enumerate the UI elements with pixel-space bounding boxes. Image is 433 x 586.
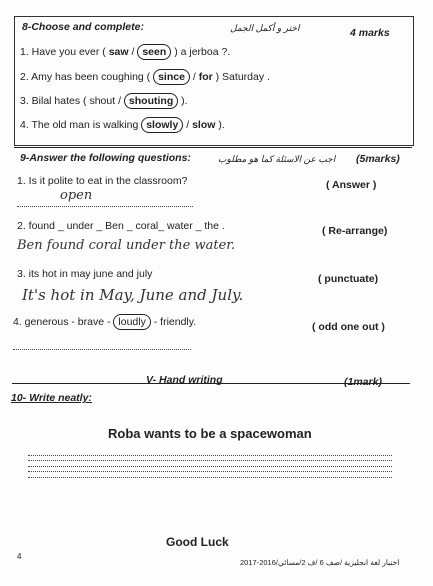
- section-8-marks: 4 marks: [350, 27, 390, 39]
- option-saw: saw: [108, 46, 129, 58]
- question-9-1-type: ( Answer ): [326, 179, 377, 191]
- question-9-1: 1. Is it polite to eat in the classroom?: [17, 175, 188, 187]
- question-9-2: 2. found _ under _ Ben _ coral_ water _ the .: [17, 220, 225, 232]
- good-luck: Good Luck: [166, 535, 229, 549]
- answer-line-4: [13, 349, 191, 350]
- writing-line-2: [28, 460, 392, 461]
- section-9-arabic-instruction: اجب عن الاسئلة كما هو مطلوب: [218, 154, 336, 164]
- section-10-title: 10- Write neatly:: [11, 392, 92, 404]
- writing-line-4: [28, 471, 392, 472]
- question-9-2-type: ( Re-arrange): [322, 225, 388, 237]
- section-8-title: 8-Choose and complete:: [22, 21, 144, 33]
- handwritten-answer-1: open: [60, 188, 93, 203]
- question-8-2: 2. Amy has been coughing ( since / for ) Saturday .: [20, 71, 270, 83]
- section-v-marks: (1mark): [344, 376, 382, 388]
- exam-footer-info: اختبار لغة انجليزية /صف 6 /ف 2/مسائي/2016-2017: [240, 558, 400, 567]
- question-9-3: 3. its hot in may june and july: [17, 268, 153, 280]
- write-neatly-sentence: Roba wants to be a spacewoman: [108, 426, 312, 441]
- option-for: for: [198, 71, 213, 83]
- answer-line-1: [17, 206, 193, 207]
- writing-line-1: [28, 455, 392, 456]
- writing-line-5: [28, 477, 392, 478]
- section-9-title: 9-Answer the following questions:: [20, 152, 191, 164]
- circled-answer: seen: [137, 44, 171, 60]
- page-number: 4: [17, 552, 22, 561]
- writing-line-3: [28, 466, 392, 467]
- circled-answer: since: [153, 69, 190, 85]
- handwritten-answer-2: Ben found coral under the water.: [17, 238, 236, 253]
- section-8-arabic-instruction: اختر و أكمل الجمل: [230, 23, 300, 33]
- circled-answer: slowly: [141, 117, 183, 133]
- question-8-1: 1. Have you ever ( saw / seen ) a jerboa ?.: [20, 46, 231, 58]
- option-slow: slow: [192, 119, 216, 131]
- question-9-4-type: ( odd one out ): [312, 321, 385, 333]
- handwritten-answer-3: It's hot in May, June and July.: [22, 286, 244, 304]
- section-9-marks: (5marks): [356, 153, 400, 165]
- question-8-4: 4. The old man is walking slowly / slow ).: [20, 119, 225, 131]
- circled-answer: loudly: [113, 314, 150, 330]
- section-v-title: V- Hand writing: [146, 374, 223, 386]
- question-8-3: 3. Bilal hates ( shout / shouting ).: [20, 95, 188, 107]
- section-9-top-rule: [14, 147, 412, 148]
- question-9-4: 4. generous - brave - loudly - friendly.: [13, 316, 197, 328]
- circled-answer: shouting: [124, 93, 178, 109]
- question-9-3-type: ( punctuate): [318, 273, 379, 285]
